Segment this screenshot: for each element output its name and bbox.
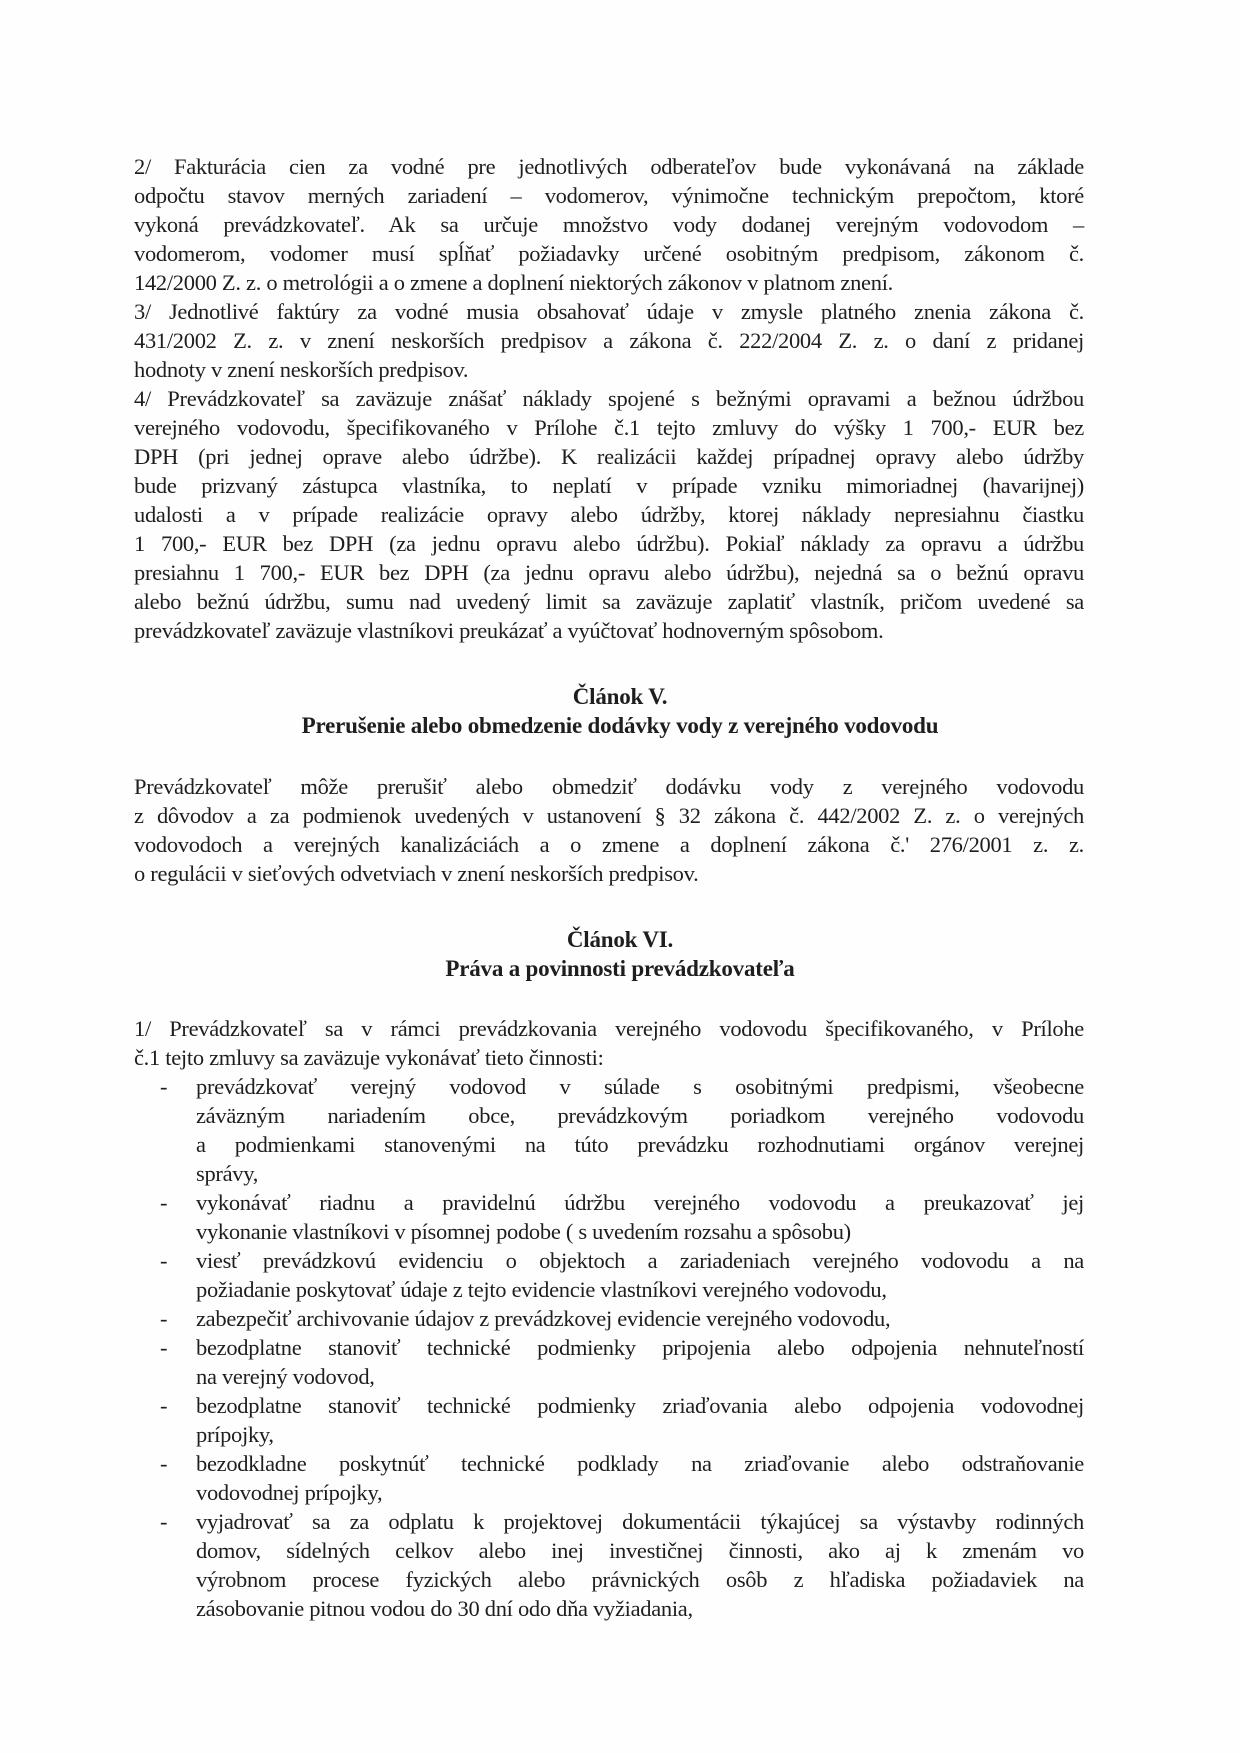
text-line: záväzným nariadením obce, prevádzkovým poriadkom verejného vodovodu: [196, 1103, 1084, 1128]
text-line: vodovodnej prípojky,: [196, 1480, 383, 1505]
text-line: 3/ Jednotlivé faktúry za vodné musia obsahovať údaje v zmysle platného znenia zákona č.: [134, 299, 1084, 324]
dash-bullet-icon: -: [160, 1509, 168, 1534]
article-6-title: Práva a povinnosti prevádzkovateľa: [445, 956, 795, 981]
dash-bullet-icon: -: [160, 1190, 168, 1215]
text-line: hodnoty v znení neskorších predpisov.: [134, 357, 469, 382]
text-line: presiahnu 1 700,- EUR bez DPH (za jednu opravu alebo údržbu), nejedná sa o bežnú opravu: [134, 560, 1084, 585]
text-line: požiadanie poskytovať údaje z tejto evidencie vlastníkovi verejného vodovodu,: [196, 1277, 887, 1302]
text-line: na verejný vodovod,: [196, 1364, 375, 1389]
text-line: prípojky,: [196, 1422, 274, 1447]
text-line: 142/2000 Z. z. o metrológii a o zmene a doplnení niektorých zákonov v platnom znení.: [134, 270, 893, 295]
text-line: vodovodoch a verejných kanalizáciách a o zmene a doplnení zákona č.' 276/2001 z. z.: [134, 832, 1084, 857]
text-line: 2/ Fakturácia cien za vodné pre jednotlivých odberateľov bude vykonávaná na základe: [134, 154, 1084, 179]
text-line: 1 700,- EUR bez DPH (za jednu opravu alebo údržbu). Pokiaľ náklady za opravu a údržbu: [134, 531, 1084, 556]
dash-bullet-icon: -: [160, 1335, 168, 1360]
text-line: zabezpečiť archivovanie údajov z prevádzkovej evidencie verejného vodovodu,: [196, 1306, 891, 1331]
text-line: odpočtu stavov merných zariadení – vodomerov, výnimočne technickým prepočtom, ktoré: [134, 183, 1084, 208]
article-6-number: Článok VI.: [566, 927, 674, 952]
article-5-title: Prerušenie alebo obmedzenie dodávky vody z verejného vodovodu: [301, 713, 939, 738]
text-line: bezodplatne stanoviť technické podmienky zriaďovania alebo odpojenia vodovodnej: [196, 1393, 1084, 1418]
text-line: prevádzkovať verejný vodovod v súlade s osobitnými predpismi, všeobecne: [196, 1074, 1084, 1099]
text-line: vykonanie vlastníkovi v písomnej podobe ( s uvedením rozsahu a spôsobu): [196, 1219, 851, 1244]
text-line: vykoná prevádzkovateľ. Ak sa určuje množstvo vody dodanej verejným vodovodom –: [134, 212, 1084, 237]
text-line: 4/ Prevádzkovateľ sa zaväzuje znášať náklady spojené s bežnými opravami a bežnou údržbou: [134, 386, 1084, 411]
article-5-number: Článok V.: [572, 684, 668, 709]
text-line: zásobovanie pitnou vodou do 30 dní odo dňa vyžiadania,: [196, 1596, 693, 1621]
text-line: bezodplatne stanoviť technické podmienky pripojenia alebo odpojenia nehnuteľností: [196, 1335, 1084, 1360]
dash-bullet-icon: -: [160, 1451, 168, 1476]
dash-bullet-icon: -: [160, 1393, 168, 1418]
text-line: Prevádzkovateľ môže prerušiť alebo obmedziť dodávku vody z verejného vodovodu: [134, 774, 1084, 799]
text-line: bude prizvaný zástupca vlastníka, to neplatí v prípade vzniku mimoriadnej (havarijnej): [134, 473, 1084, 498]
dash-bullet-icon: -: [160, 1306, 168, 1331]
text-line: DPH (pri jednej oprave alebo údržbe). K realizácii každej prípadnej opravy alebo údržby: [134, 444, 1084, 469]
text-line: 431/2002 Z. z. v znení neskorších predpisov a zákona č. 222/2004 Z. z. o daní z pridanej: [134, 328, 1084, 353]
text-line: domov, sídelných celkov alebo inej investičnej činnosti, ako aj k zmenám vo: [196, 1538, 1084, 1563]
text-line: prevádzkovateľ zaväzuje vlastníkovi preukázať a vyúčtovať hodnoverným spôsobom.: [134, 618, 884, 643]
text-line: a podmienkami stanovenými na túto prevádzku rozhodnutiami orgánov verejnej: [196, 1132, 1084, 1157]
text-line: č.1 tejto zmluvy sa zaväzuje vykonávať tieto činnosti:: [134, 1045, 604, 1070]
text-line: o regulácii v sieťových odvetviach v znení neskorších predpisov.: [134, 861, 699, 886]
text-line: vodomerom, vodomer musí spĺňať požiadavky určené osobitným predpisom, zákonom č.: [134, 241, 1084, 266]
text-line: alebo bežnú údržbu, sumu nad uvedený limit sa zaväzuje zaplatiť vlastník, pričom uvedené sa: [134, 589, 1084, 614]
text-line: vykonávať riadnu a pravidelnú údržbu verejného vodovodu a preukazovať jej: [196, 1190, 1084, 1215]
text-line: udalosti a v prípade realizácie opravy alebo údržby, ktorej náklady nepresiahnu čiastku: [134, 502, 1084, 527]
text-line: 1/ Prevádzkovateľ sa v rámci prevádzkovania verejného vodovodu špecifikovaného, v Prílohe: [134, 1016, 1084, 1041]
text-line: verejného vodovodu, špecifikovaného v Prílohe č.1 tejto zmluvy do výšky 1 700,- EUR bez: [134, 415, 1084, 440]
text-line: bezodkladne poskytnúť technické podklady na zriaďovanie alebo odstraňovanie: [196, 1451, 1084, 1476]
text-line: výrobnom procese fyzických alebo právnických osôb z hľadiska požiadaviek na: [196, 1567, 1084, 1592]
dash-bullet-icon: -: [160, 1074, 168, 1099]
text-line: vyjadrovať sa za odplatu k projektovej dokumentácii týkajúcej sa výstavby rodinných: [196, 1509, 1084, 1534]
text-line: z dôvodov a za podmienok uvedených v ustanovení § 32 zákona č. 442/2002 Z. z. o verejných: [134, 803, 1084, 828]
text-line: správy,: [196, 1161, 259, 1186]
text-line: viesť prevádzkovú evidenciu o objektoch a zariadeniach verejného vodovodu a na: [196, 1248, 1084, 1273]
dash-bullet-icon: -: [160, 1248, 168, 1273]
